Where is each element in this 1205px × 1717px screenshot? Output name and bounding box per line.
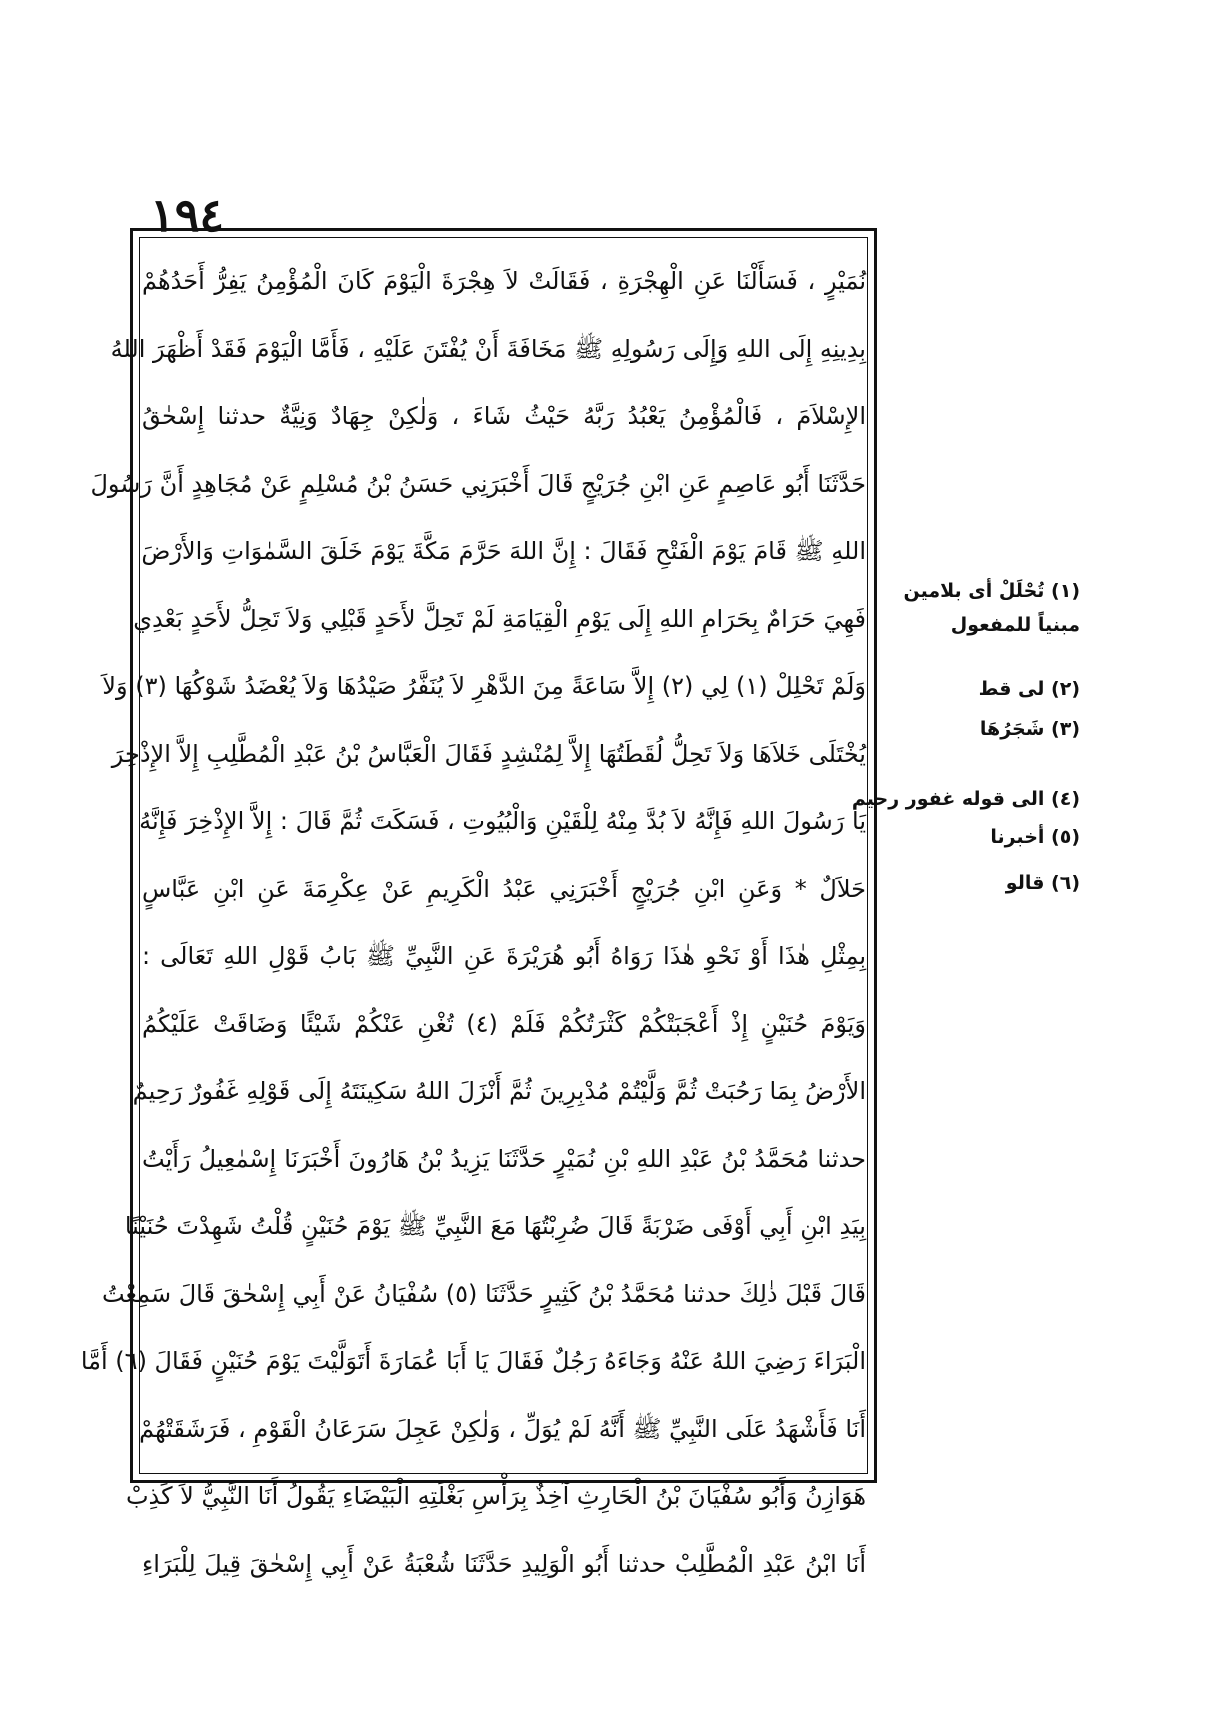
text-line: وَيَوْمَ حُنَيْنٍ إِذْ أَعْجَبَتْكُمْ كَثْرَتُكُمْ فَلَمْ (٤) تُغْنِ عَنْكُمْ شَيْئًا وَضَاقَتْ عَلَيْكُمُ	[142, 1009, 866, 1038]
margin-note: (٣) شَجَرُهَا	[979, 718, 1080, 740]
text-line: حدثنا مُحَمَّدُ بْنُ عَبْدِ اللهِ بْنِ نُمَيْرٍ حَدَّثَنَا يَزِيدُ بْنُ هَارُونَ أَخْبَرَنَا إِسْمٰعِيلُ رَأَيْتُ	[142, 1144, 866, 1173]
page-number: ١٩٤	[150, 188, 225, 242]
text-line: نُمَيْرٍ ، فَسَأَلْنَا عَنِ الْهِجْرَةِ ، فَقَالَتْ لاَ هِجْرَةَ الْيَوْمَ كَانَ الْمُؤْمِنُ يَفِرُّ أَحَدُهُمْ	[142, 267, 866, 295]
text-line: قَالَ قَبْلَ ذٰلِكَ حدثنا مُحَمَّدُ بْنُ كَثِيرٍ حَدَّثَنَا (٥) سُفْيَانُ عَنْ أَبِي إِسْحٰقَ قَالَ سَمِعْتُ	[101, 1279, 866, 1308]
text-line: بِدِينِهِ إِلَى اللهِ وَإِلَى رَسُولِهِ ﷺ مَخَافَةَ أَنْ يُفْتَنَ عَلَيْهِ ، فَأَمَّا الْيَوْمَ فَقَدْ أَظْهَرَ اللهُ	[110, 334, 866, 363]
text-line: بِمِثْلِ هٰذَا أَوْ نَحْوِ هٰذَا رَوَاهُ أَبُو هُرَيْرَةَ عَنِ النَّبِيِّ ﷺ بَابُ قَوْلِ اللهِ تَعَالَى :	[142, 942, 866, 970]
margin-note: (٤) الى قوله غفور رحيم	[851, 788, 1080, 810]
text-line: حَدَّثَنَا أَبُو عَاصِمٍ عَنِ ابْنِ جُرَيْجٍ قَالَ أَخْبَرَنِي حَسَنُ بْنُ مُسْلِمٍ عَنْ مُجَاهِدٍ أَنَّ رَسُولَ	[90, 469, 866, 498]
text-line: أَنَا فَأَشْهَدُ عَلَى النَّبِيِّ ﷺ أَنَّهُ لَمْ يُوَلِّ ، وَلٰكِنْ عَجِلَ سَرَعَانُ الْقَوْمِ ، فَرَشَقَتْهُمْ	[139, 1414, 866, 1443]
text-line: هَوَازِنُ وَأَبُو سُفْيَانَ بْنُ الْحَارِثِ آخِذٌ بِرَأْسِ بَغْلَتِهِ الْبَيْضَاءِ يَقُولُ أَنَا النَّبِيُّ لاَ كَذِبْ	[125, 1482, 866, 1510]
margin-note: (١) تُحْلَلْ أى بلامين	[903, 580, 1080, 602]
text-line: الأَرْضُ بِمَا رَحُبَتْ ثُمَّ وَلَّيْتُمْ مُدْبِرِينَ ثُمَّ أَنْزَلَ اللهُ سَكِينَتَهُ إِلَى قَوْلِهِ غَفُورٌ رَحِيمٌ	[132, 1077, 866, 1105]
text-line: فَهِيَ حَرَامٌ بِحَرَامِ اللهِ إِلَى يَوْمِ الْقِيَامَةِ لَمْ تَحِلَّ لأَحَدٍ قَبْلِي وَلاَ تَحِلُّ لأَحَدٍ بَعْدِي	[133, 604, 866, 633]
text-line: حَلاَلٌ * وَعَنِ ابْنِ جُرَيْجٍ أَخْبَرَنِي عَبْدُ الْكَرِيمِ عَنْ عِكْرِمَةَ عَنِ ابْنِ عَبَّاسٍ	[142, 874, 866, 903]
text-line: يَا رَسُولَ اللهِ فَإِنَّهُ لاَ بُدَّ مِنْهُ لِلْقَيْنِ وَالْبُيُوتِ ، فَسَكَتَ ثُمَّ قَالَ : إِلاَّ الإِذْخِرَ فَإِنَّهُ	[139, 807, 866, 835]
text-line: أَنَا ابْنُ عَبْدِ الْمُطَّلِبْ حدثنا أَبُو الْوَلِيدِ حَدَّثَنَا شُعْبَةُ عَنْ أَبِي إِسْحٰقَ قِيلَ لِلْبَرَاءِ	[142, 1549, 866, 1578]
margin-note: (٢) لى قط	[978, 678, 1080, 700]
margin-note: (٦) قالو	[1005, 872, 1080, 894]
margin-note: (٥) أخبرنا	[990, 826, 1080, 848]
text-line: اللهِ ﷺ قَامَ يَوْمَ الْفَتْحِ فَقَالَ : إِنَّ اللهَ حَرَّمَ مَكَّةَ يَوْمَ خَلَقَ السَّمٰوَاتِ وَالأَرْضَ	[141, 537, 866, 565]
text-line: وَلَمْ تَحْلِلْ (١) لِي (٢) إِلاَّ سَاعَةً مِنَ الدَّهْرِ لاَ يُنَفَّرُ صَيْدُهَا وَلاَ يُعْضَدُ شَوْكُهَا (٣) وَلاَ	[102, 672, 866, 700]
text-line: الإِسْلاَمَ ، فَالْمُؤْمِنُ يَعْبُدُ رَبَّهُ حَيْثُ شَاءَ ، وَلٰكِنْ جِهَادٌ وَنِيَّةٌ حدثنا إِسْحٰقُ	[142, 402, 866, 430]
text-line: يُخْتَلَى خَلاَهَا وَلاَ تَحِلُّ لُقَطَتُهَا إِلاَّ لِمُنْشِدٍ فَقَالَ الْعَبَّاسُ بْنُ عَبْدِ الْمُطَّلِبِ إِلاَّ الإِذْخِرَ	[111, 739, 866, 768]
margin-note: مبنياً للمفعول	[950, 614, 1080, 636]
text-line: الْبَرَاءَ رَضِيَ اللهُ عَنْهُ وَجَاءَهُ رَجُلٌ فَقَالَ يَا أَبَا عُمَارَةَ أَتَوَلَّيْتَ يَوْمَ حُنَيْنٍ فَقَالَ (٦) أَمَّا	[80, 1347, 866, 1375]
text-line: بِيَدِ ابْنِ أَبِي أَوْفَى ضَرْبَةً قَالَ ضُرِبْتُهَا مَعَ النَّبِيِّ ﷺ يَوْمَ حُنَيْنٍ قُلْتُ شَهِدْتَ حُنَيْنًا	[124, 1212, 866, 1240]
main-text-body	[80, 248, 866, 1578]
